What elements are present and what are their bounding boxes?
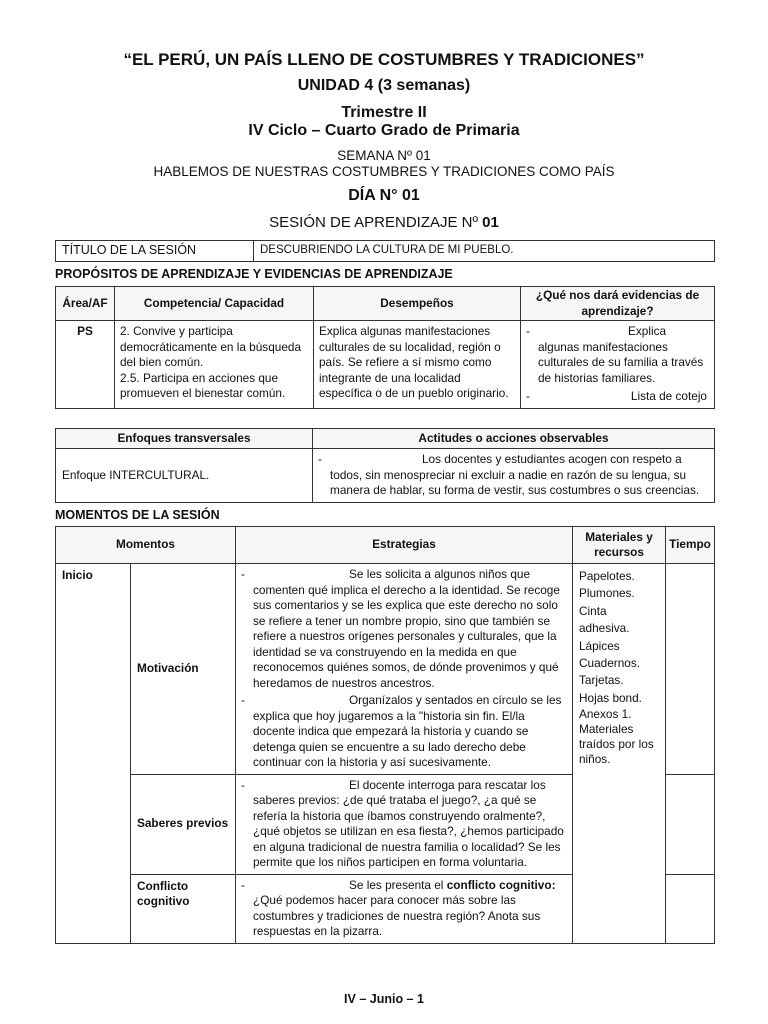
moments-table bbox=[55, 526, 715, 944]
material-item: Hojas bond. bbox=[579, 690, 642, 705]
moment-name: Conflicto cognitivo bbox=[131, 874, 236, 943]
attitude-cell: - Los docentes y estudiantes acogen con respeto a todos, sin menospreciar ni excluir a nadie en razón de su lengua, su manera de hablar, su forma de vestir, sus costumbres o sus creencias. bbox=[313, 449, 715, 503]
material-item: Cuadernos. bbox=[579, 656, 640, 671]
time-cell bbox=[666, 774, 715, 874]
session-title-table bbox=[55, 240, 715, 262]
day-label: DÍA N° 01 bbox=[348, 187, 420, 204]
evidence-item: - Explica algunas manifestaciones culturales de su familia a través de historias familiares. bbox=[526, 324, 704, 385]
session-label: SESIÓN DE APRENDIZAJE Nº bbox=[269, 214, 478, 231]
competence-2: 2.5. Participa en acciones que promueven el bienestar común. bbox=[120, 370, 286, 400]
material-item: Plumones. bbox=[579, 586, 635, 601]
evidence-cell bbox=[521, 321, 715, 409]
time-cell bbox=[666, 874, 715, 943]
performance-cell: Explica algunas manifestaciones culturales de su localidad, región o país. Se refiere a sí mismo como integrante de una localidad específica o de un pueblo originario. bbox=[314, 321, 521, 409]
evidence-item: - Lista de cotejo bbox=[526, 389, 707, 403]
col-materials: Materiales y recursos bbox=[573, 527, 666, 564]
col-area: Área/AF bbox=[56, 287, 115, 321]
material-item: Anexos 1. Materiales traídos por los niños. bbox=[579, 707, 654, 767]
materials-cell bbox=[573, 564, 666, 944]
col-strategies: Estrategias bbox=[236, 527, 573, 564]
cycle-label: IV Ciclo – Cuarto Grado de Primaria bbox=[248, 122, 520, 139]
moment-name: Saberes previos bbox=[131, 774, 236, 874]
col-performance: Desempeños bbox=[314, 287, 521, 321]
strategy-item: - El docente interroga para rescatar los saberes previos: ¿de qué trataba el juego?, ¿a qué se refería la historia que íbamos construyendo oralmente?, ¿qué objetos se utilizan en esa fiesta?, ¿hemos participado en alguna tradicional de nuestra familia o localidad? Se les permite que los niños participen en forma voluntaria. bbox=[241, 777, 564, 869]
approaches-table bbox=[55, 428, 715, 503]
purposes-heading: PROPÓSITOS DE APRENDIZAJE Y EVIDENCIAS DE APRENDIZAJE bbox=[55, 267, 453, 281]
col-evidence: ¿Qué nos dará evidencias de aprendizaje? bbox=[521, 287, 715, 321]
trimester-label: Trimestre II bbox=[341, 104, 427, 121]
material-item: Papelotes. bbox=[579, 569, 635, 583]
strategy-cell bbox=[236, 564, 573, 775]
material-item: Lápices bbox=[579, 638, 620, 653]
material-item: Cinta adhesiva. bbox=[579, 603, 630, 636]
strategy-item: - Organízalos y sentados en círculo se les explica que hoy jugaremos a la "historia sin fin. El/la docente indica que empezará la historia y cuando se detenga quien se encuentre a su lado derecho debe continuar con la historia y así sucesivamente. bbox=[241, 693, 562, 769]
col-approach: Enfoques transversales bbox=[56, 429, 313, 449]
material-item: Tarjetas. bbox=[579, 673, 624, 688]
moments-heading: MOMENTOS DE LA SESIÓN bbox=[55, 508, 220, 522]
strategy-item: - Se les presenta el conflicto cognitivo: ¿Qué podemos hacer para conocer más sobre las costumbres y tradiciones de nuestra región? Anota sus respuestas en la pizarra. bbox=[241, 877, 556, 938]
attitude-text: Los docentes y estudiantes acogen con respeto a todos, sin menospreciar ni excluir a nadie en razón de su lengua, su manera de hablar, su forma de vestir, sus costumbres o sus creencias. bbox=[330, 452, 700, 497]
session-title-value: DESCUBRIENDO LA CULTURA DE MI PUEBLO. bbox=[254, 241, 715, 262]
time-cell bbox=[666, 564, 715, 775]
competence-1: 2. Convive y participa democráticamente en la búsqueda del bien común. bbox=[120, 324, 302, 369]
col-time: Tiempo bbox=[666, 527, 715, 564]
col-attitudes: Actitudes o acciones observables bbox=[313, 429, 715, 449]
strategy-cell bbox=[236, 774, 573, 874]
approach-value: Enfoque INTERCULTURAL. bbox=[56, 449, 313, 503]
session-title-label: TÍTULO DE LA SESIÓN bbox=[56, 241, 254, 262]
col-competence: Competencia/ Capacidad bbox=[115, 287, 314, 321]
page-footer: IV – Junio – 1 bbox=[344, 992, 424, 1006]
unit-label: UNIDAD 4 (3 semanas) bbox=[297, 77, 471, 94]
purposes-table bbox=[55, 286, 715, 409]
competence-cell bbox=[115, 321, 314, 409]
week-label: SEMANA Nº 01 bbox=[337, 148, 431, 163]
session-number: 01 bbox=[482, 214, 499, 231]
strategy-item: - Se les solicita a algunos niños que comenten qué implica el derecho a la identidad. Se recoge sus comentarios y se les explica que este derecho no solo se refiere a tener un nombre propio, sino que también se refiere a nuestros orígenes personales y culturales, que la identidad se va construyendo en la medida en que reconocemos quiénes somos, de dónde provenimos y qué heredamos de nuestros ancestros. bbox=[241, 567, 560, 690]
document-title: “EL PERÚ, UN PAÍS LLENO DE COSTUMBRES Y TRADICIONES” bbox=[123, 50, 645, 69]
strategy-cell bbox=[236, 874, 573, 943]
phase-label: Inicio bbox=[56, 564, 131, 944]
moment-name: Motivación bbox=[131, 564, 236, 775]
week-title: HABLEMOS DE NUESTRAS COSTUMBRES Y TRADICIONES COMO PAÍS bbox=[153, 164, 615, 179]
session-heading bbox=[0, 214, 768, 231]
col-moments: Momentos bbox=[56, 527, 236, 564]
area-value: PS bbox=[56, 321, 115, 409]
